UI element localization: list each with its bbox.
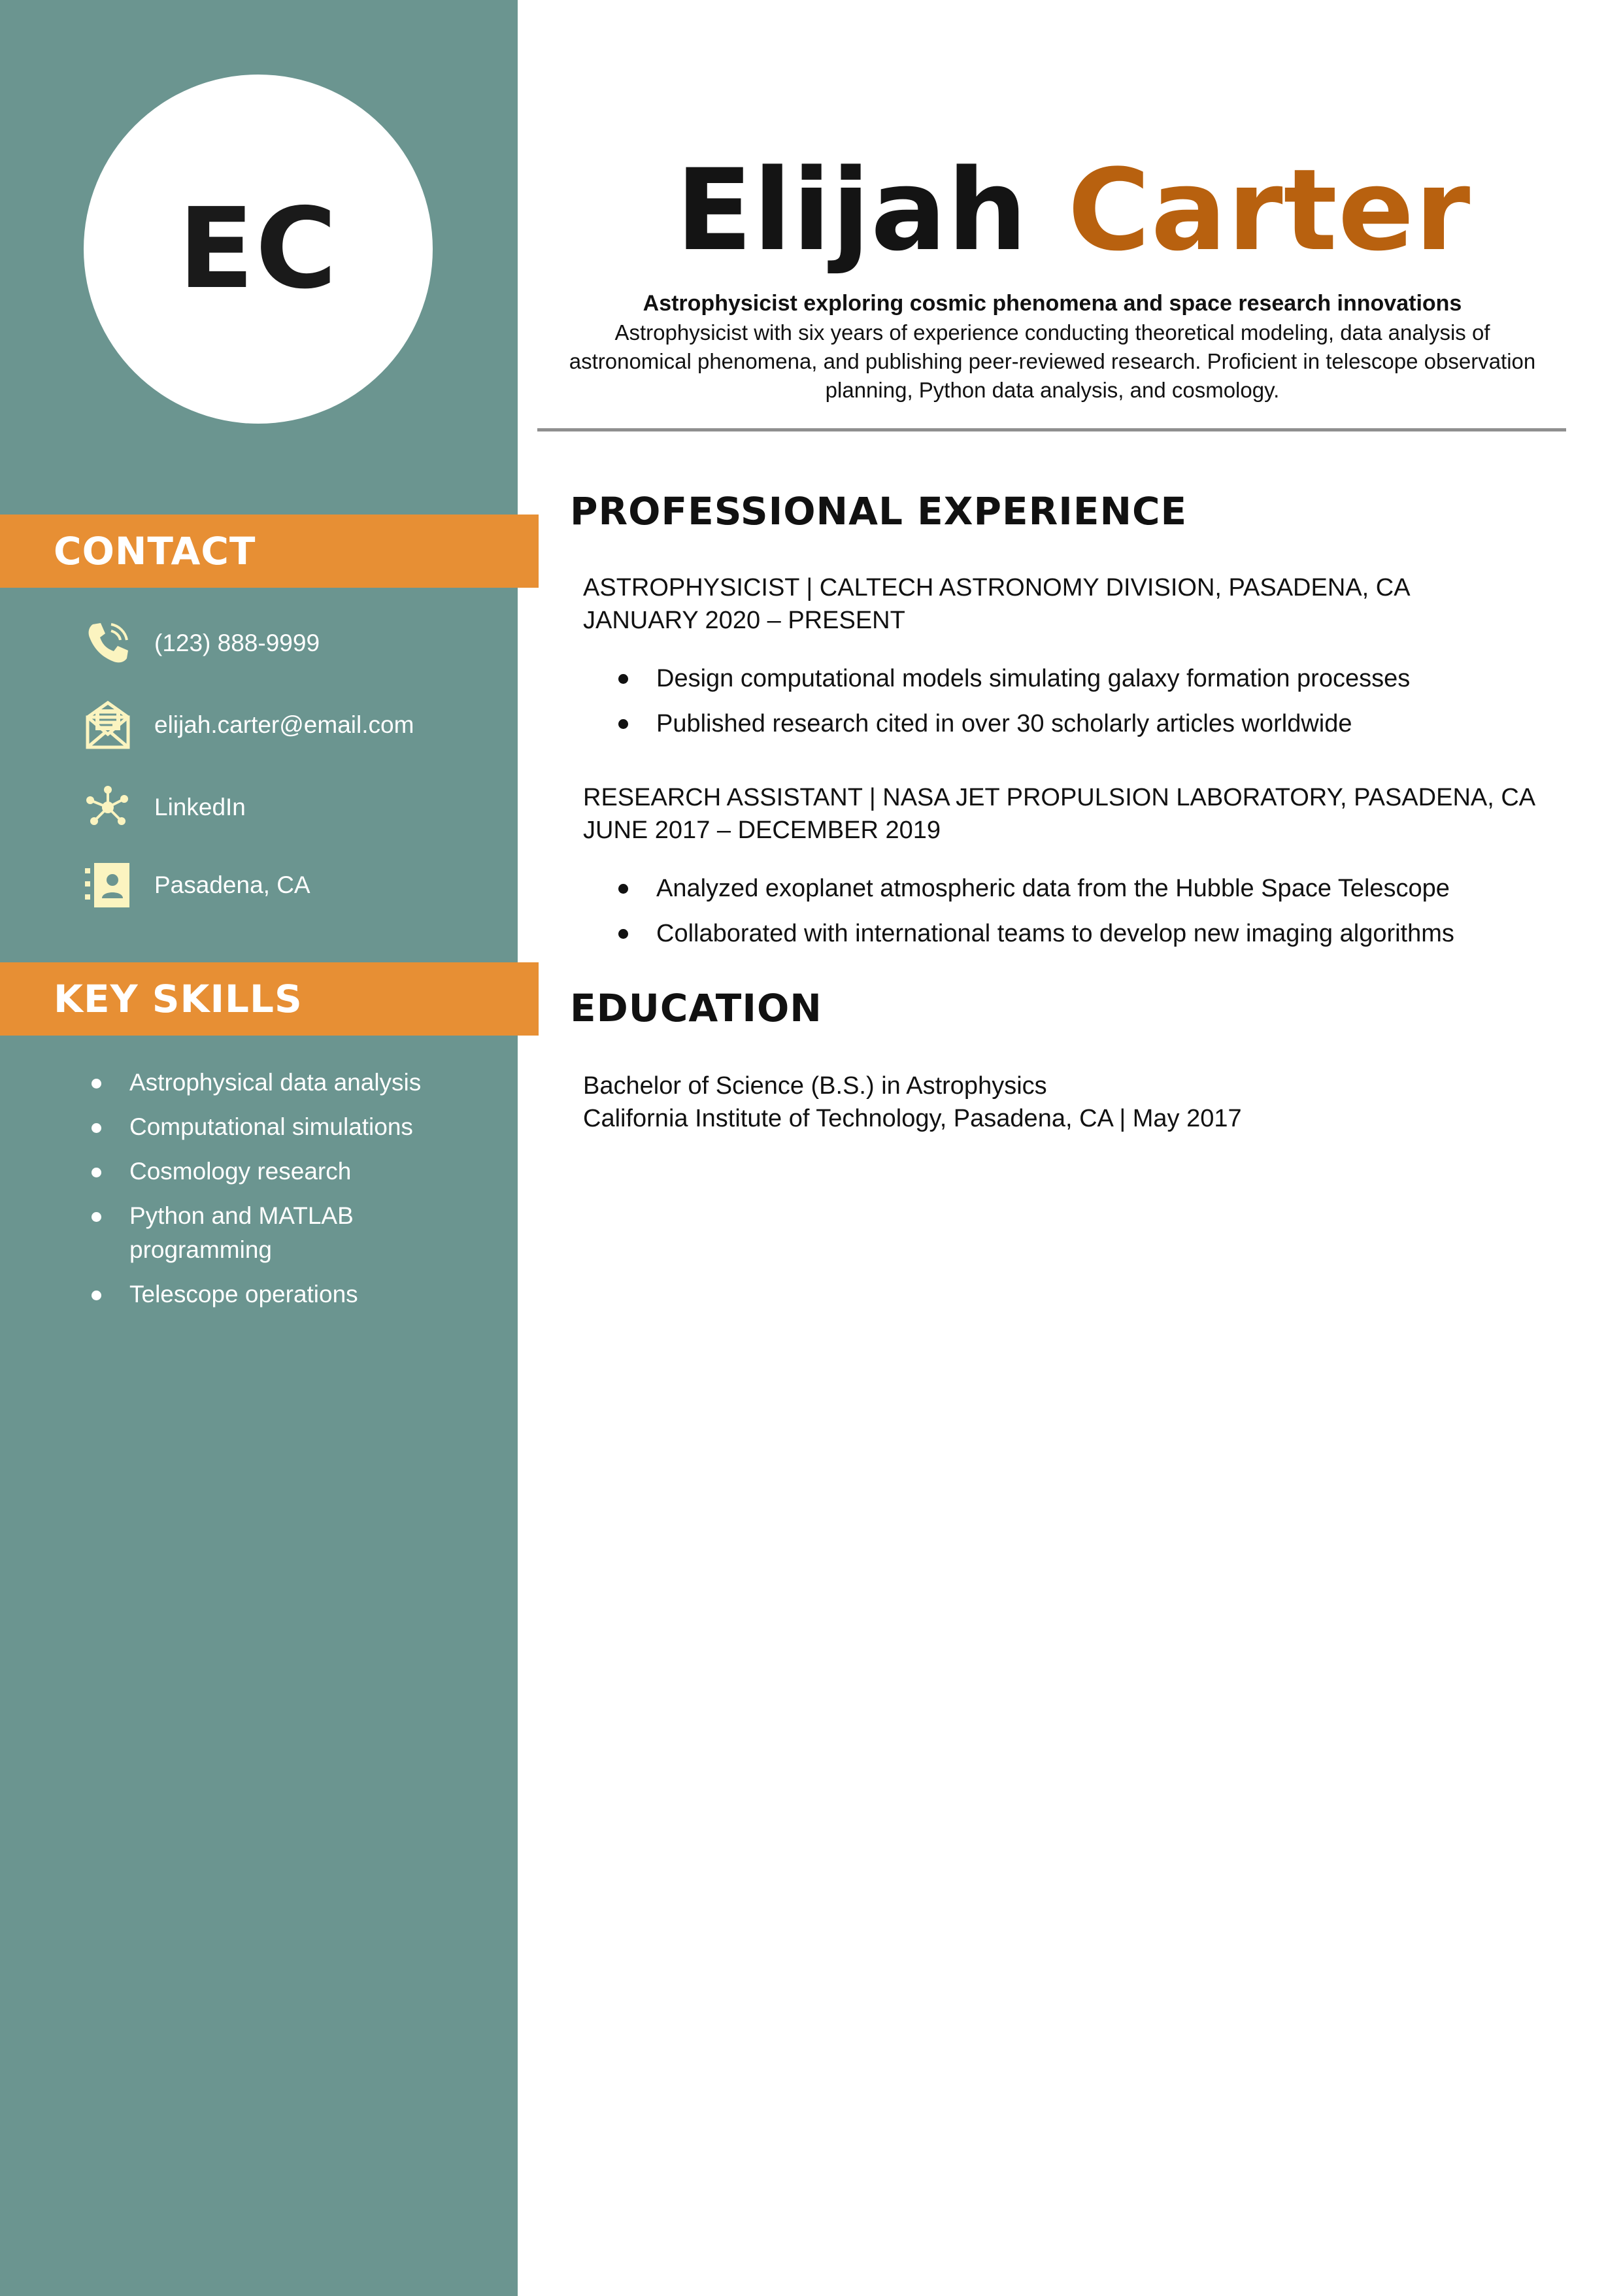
skill-item: Astrophysical data analysis [85, 1066, 490, 1100]
job-title: RESEARCH ASSISTANT | NASA JET PROPULSION LABORATORY, PASADENA, CA [583, 784, 1536, 811]
job-entry [583, 571, 1603, 752]
job-entry [583, 781, 1603, 962]
contact-email[interactable] [85, 699, 503, 751]
contact-heading: CONTACT [54, 529, 256, 573]
location-text: Pasadena, CA [154, 871, 310, 898]
phone-number[interactable]: (123) 888-9999 [154, 630, 320, 656]
monogram-initials: EC [178, 184, 339, 314]
tagline: Astrophysicist exploring cosmic phenomena and space research innovations [643, 291, 1462, 316]
sidebar [0, 0, 518, 2296]
job-bullet: Analyzed exoplanet atmospheric data from the Hubble Space Telescope [583, 871, 1603, 905]
job-bullets [583, 871, 1603, 951]
summary: Astrophysicist with six years of experience conducting theoretical modeling, data analysis of astronomical phenomena, and publishing peer-reviewed research. Proficient in telescope observation planning, Python data analysis, and cosmology. [569, 320, 1536, 402]
skills-heading-band [0, 962, 539, 1036]
experience-heading: PROFESSIONAL EXPERIENCE [570, 489, 1188, 533]
first-name: Elijah [675, 144, 1028, 276]
skills-list [85, 1066, 490, 1322]
header-divider [537, 428, 1566, 431]
address-card-icon [85, 860, 135, 910]
email-icon [85, 700, 135, 750]
monogram-circle [84, 75, 433, 424]
job-dates: JUNE 2017 – DECEMBER 2019 [583, 817, 941, 844]
full-name [537, 145, 1609, 276]
degree: Bachelor of Science (B.S.) in Astrophysics [583, 1072, 1047, 1100]
job-bullet: Design computational models simulating galaxy formation processes [583, 662, 1603, 696]
job-bullet: Collaborated with international teams to develop new imaging algorithms [583, 917, 1603, 951]
skills-heading: KEY SKILLS [54, 977, 303, 1021]
phone-icon [85, 618, 135, 668]
email-address[interactable]: elijah.carter@email.com [154, 711, 414, 738]
education-heading: EDUCATION [570, 986, 822, 1030]
skill-item: Cosmology research [85, 1155, 490, 1189]
skill-item: Python and MATLAB programming [85, 1199, 404, 1267]
skill-item: Computational simulations [85, 1110, 490, 1144]
job-bullets [583, 662, 1603, 741]
job-title: ASTROPHYSICIST | CALTECH ASTRONOMY DIVISION, PASADENA, CA [583, 574, 1411, 601]
contact-phone[interactable] [85, 617, 503, 669]
education-entry [583, 1070, 1603, 1135]
school: California Institute of Technology, Pasadena, CA | May 2017 [583, 1105, 1242, 1132]
linkedin-link[interactable]: LinkedIn [154, 794, 246, 820]
job-bullet: Published research cited in over 30 scholarly articles worldwide [583, 707, 1603, 741]
contact-location [85, 859, 503, 911]
contact-heading-band [0, 515, 539, 588]
contact-linkedin[interactable] [85, 781, 503, 834]
last-name: Carter [1067, 144, 1471, 276]
skill-item: Telescope operations [85, 1277, 490, 1311]
linkedin-network-icon [85, 783, 135, 832]
job-dates: JANUARY 2020 – PRESENT [583, 607, 905, 634]
